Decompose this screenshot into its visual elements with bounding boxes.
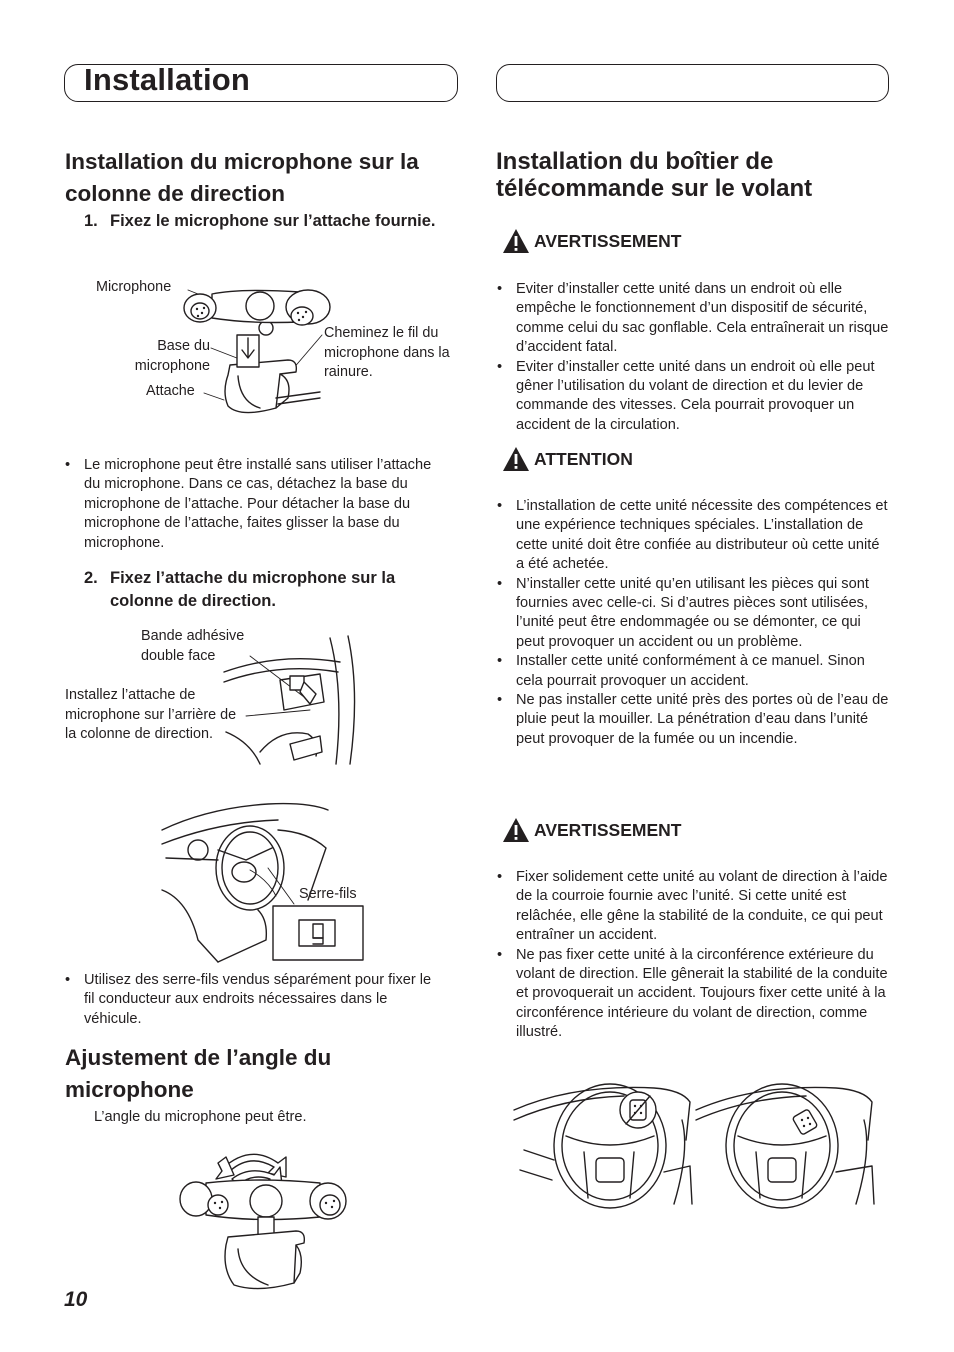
microphone-clip-illustration [180,280,330,420]
caution-item-2: • N’installer cette unité qu’en utilisant les pièces qui sont fournies avec celle-ci. Si d’autres pièces sont utilisées, l’unité peut être endommagée ou se démonter, ce qui peut provoquer un accident ou un problème. [497,575,889,653]
angle-text: L’angle du microphone peut être. [94,1109,307,1125]
step-2-number: 2. [84,569,98,587]
steering-wheel-wrong-placement-illustration [514,1080,694,1208]
warning-triangle-icon [502,446,530,472]
caution-list [497,497,889,749]
warning-list-2 [497,868,889,1043]
warning-triangle-icon [502,228,530,254]
label-microphone: Microphone [96,279,172,295]
warning-title-1: AVERTISSEMENT [534,230,682,251]
section-heading-boitier-volant: Installation du boîtier de télécommande sur le volant [496,148,813,202]
warning-triangle-icon [502,817,530,843]
label-attache: Attache [146,383,195,399]
label-serre-fils: Serre-fils [299,886,357,902]
note-list-2 [65,971,445,1029]
steering-wheel-correct-placement-illustration [696,1080,876,1208]
warning-2-item-2: • Ne pas fixer cette unité à la circonférence extérieure du volant de direction. Elle gênerait la stabilité de la conduite et provoquerait un accident. Toujours fixer cette unité à la circonférence intérieure du volant de direction, comme illustré. [497,946,889,1043]
warning-list-1 [497,280,889,435]
warning-heading-1 [502,228,681,254]
warning-heading-2 [502,817,681,843]
header-tab-right [496,64,889,102]
warning-2-item-1: • Fixer solidement cette unité au volant de direction à l’aide de la courroie fournie avec l’unité. Si cette unité est relâchée, elle gêne la stabilité de la conduite, ce qui peut entraîner un accident. [497,868,889,946]
microphone-angle-illustration [178,1145,348,1295]
page-number: 10 [64,1288,88,1311]
steering-column-illustration [220,632,365,767]
caution-title: ATTENTION [534,448,633,469]
step-2 [84,567,450,613]
note-2: • Utilisez des serre-fils vendus séparément pour fixer le fil conducteur aux endroits nécessaires dans le véhicule. [65,971,445,1029]
warning-1-item-1: • Eviter d’installer cette unité dans un endroit où elle empêche le fonctionnement d’un dispositif de sécurité, comme celui du sac gonflable. Cela entraînerait un risque d’accident fatal. [497,280,889,358]
caution-item-3: • Installer cette unité conformément à ce manuel. Sinon cela pourrait provoquer un accident. [497,652,889,691]
label-base-microphone: Base du microphone [134,338,210,374]
warning-title-2: AVERTISSEMENT [534,819,682,840]
label-bande-adhesive: Bande adhésive double face [141,628,245,664]
page-title: Installation [84,62,251,97]
step-1-number: 1. [84,212,98,230]
warning-1-item-2: • Eviter d’installer cette unité dans un endroit où elle peut gêner l’utilisation du volant de direction et du levier de commande des vitesses. Cela pourrait provoquer un accident de la circulation. [497,358,889,436]
dashboard-cable-tie-illustration [158,800,368,965]
caution-item-1: • L’installation de cette unité nécessite des compétences et une expérience techniques spéciales. L’installation de cette unité doit être confiée au distributeur où cette unité a été achetée. [497,497,889,575]
section-heading-ajustement-angle: Ajustement de l’angle du microphone [65,1045,332,1102]
caution-heading [502,446,633,472]
step-1-text: Fixez le microphone sur l’attache fournie. [110,212,436,230]
label-installez-attache: Installez l’attache de microphone sur l’arrière de la colonne de direction. [65,687,237,742]
section-heading-microphone-colonne: Installation du microphone sur la colonne de direction [65,149,419,206]
note-1: • Le microphone peut être installé sans utiliser l’attache du microphone. Dans ce cas, détachez la base du microphone de l’attache. Pour détacher la base du microphone de l’attache, faites glisser la base du microphone. [65,456,445,553]
step-1 [84,210,440,233]
caution-item-4: • Ne pas installer cette unité près des portes où de l’eau de pluie peut la mouiller. La pénétration d’eau dans l’unité peut provoquer de la fumée ou un incendie. [497,691,889,749]
step-2-text: Fixez l’attache du microphone sur la colonne de direction. [110,569,396,610]
label-cheminez: Cheminez le fil du microphone dans la rainure. [324,325,450,380]
note-list-1 [65,456,445,553]
